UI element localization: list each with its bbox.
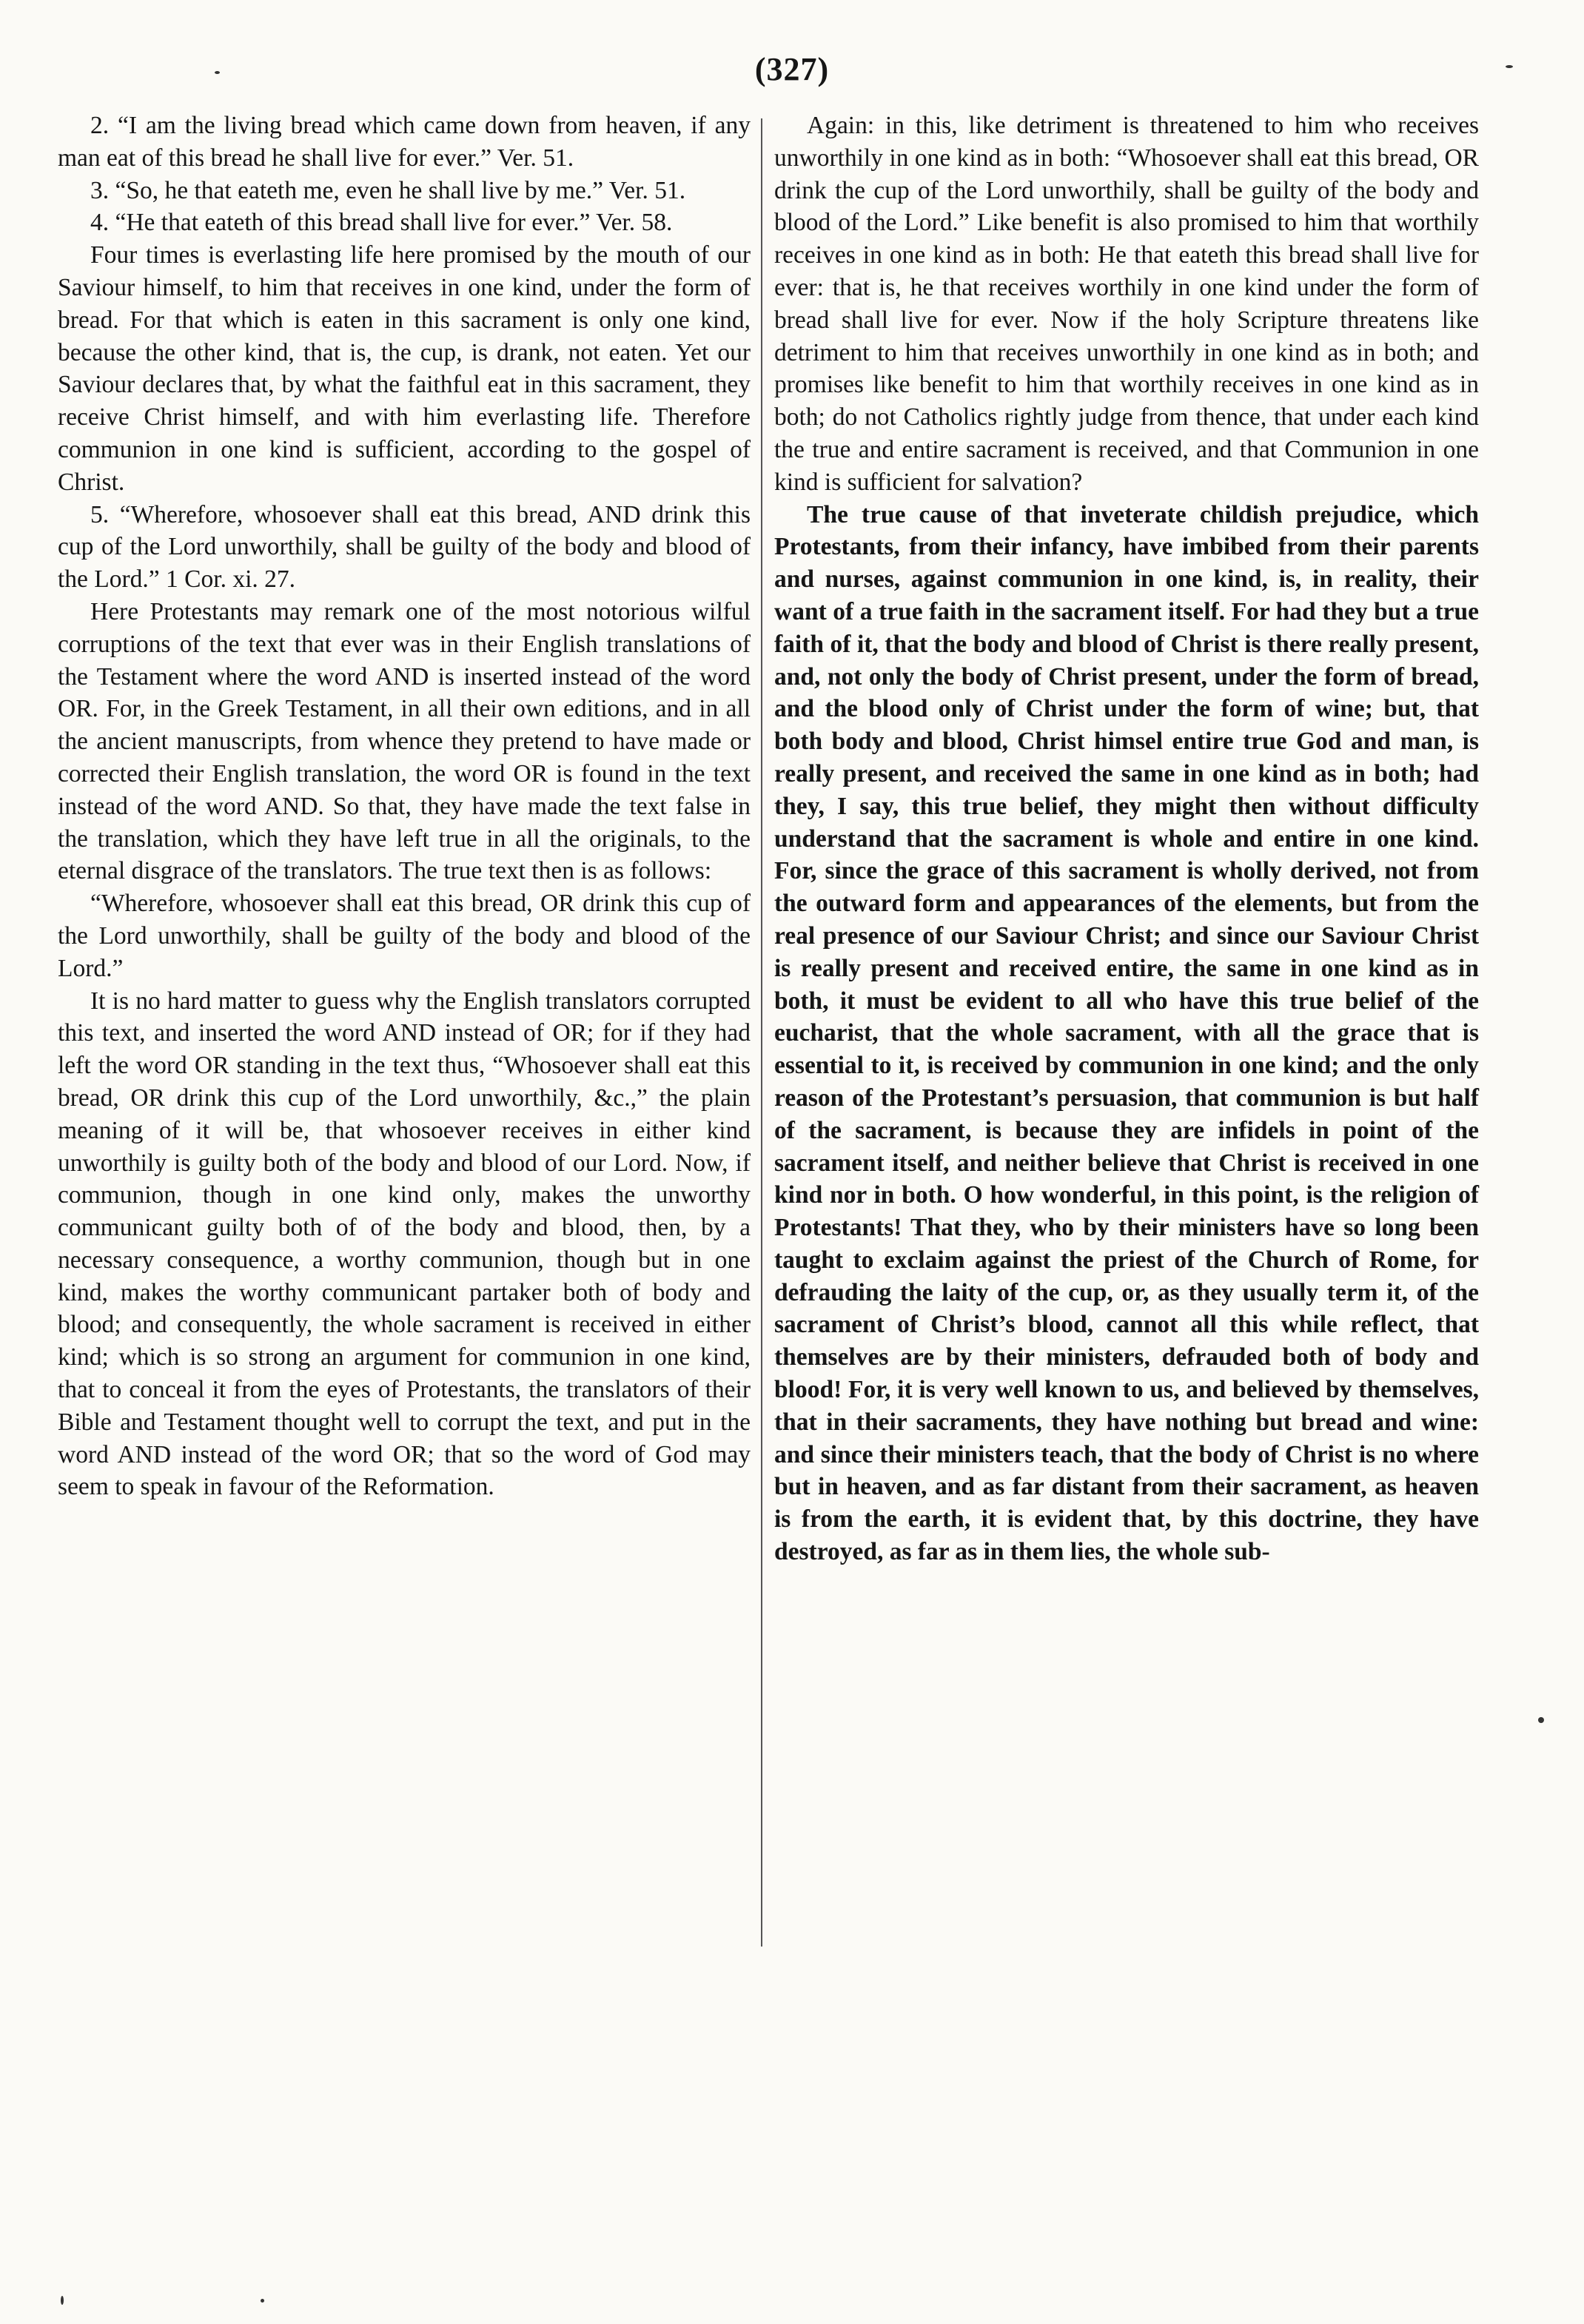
print-speck <box>1506 65 1513 68</box>
paragraph: Again: in this, like detriment is threatened to him who receives unworthily in one kind as in both: “Whosoever shall eat this bread, OR drink the cup of the Lord unworthily, shall be guilty of the body and blood of the Lord.” Like benefit is also promised to him that worthily receives in one kind as in both: He that eateth this bread shall live for ever: that is, he that receives worthily in one kind under the form of bread shall live for ever. Now if the holy Scripture threatens like detriment to him that receives unworthily in one kind as in both; and promises like benefit to him that worthily receives in one kind as in both; do not Catholics rightly judge from thence, that under each kind the true and entire sacrament is received, and that Communion in one kind is sufficient for salvation? <box>774 112 1479 496</box>
column-divider <box>761 118 762 1947</box>
paragraph: 4. “He that eateth of this bread shall live for ever.” Ver. 58. <box>90 209 673 237</box>
print-speck <box>1538 1717 1544 1723</box>
paragraph: Here Protestants may remark one of the most notorious wilful corruptions of the text that ever was in their English translations of the Testament where the word AND is inserted instead of the word OR. For, in the Greek Testament, in all their own editions, and in all the ancient manuscripts, from whence they pretend to have made or corrected their English translation, the word OR is found in the text instead of the word AND. So that, they have made the text false in the translation, which they have left true in all the originals, to the eternal disgrace of the translators. The true text then is as follows: <box>58 597 751 885</box>
page-number: (327) <box>754 51 830 87</box>
right-column <box>774 110 1479 1939</box>
quoted-text: “Wherefore, whosoever shall eat this bread, OR drink this cup of the Lord unworthily, shall be guilty of the body and blood of the Lord.” <box>58 890 751 982</box>
print-speck <box>215 71 220 74</box>
left-column <box>58 110 751 1939</box>
paragraph: Four times is everlasting life here promised by the mouth of our Saviour himself, to him that receives in one kind, under the form of bread. For that which is eaten in this sacrament is only one kind, because the other kind, that is, the cup, is drank, not eaten. Yet our Saviour declares that, by what the faithful eat in this sacrament, they receive Christ himself, and with him everlasting life. Therefore communion in one kind is sufficient, according to the gospel of Christ. <box>58 241 751 496</box>
paragraph: 5. “Wherefore, whosoever shall eat this bread, AND drink this cup of the Lord unworthily, shall be guilty of the body and blood of the Lord.” 1 Cor. xi. 27. <box>58 500 751 594</box>
paragraph: 3. “So, he that eateth me, even he shall live by me.” Ver. 51. <box>90 176 686 204</box>
paragraph: 2. “I am the living bread which came down from heaven, if any man eat of this bread he shall live for ever.” Ver. 51. <box>58 112 751 172</box>
print-speck <box>261 2299 264 2303</box>
print-speck <box>61 2296 64 2305</box>
paragraph: It is no hard matter to guess why the English translators corrupted this text, and inserted the word AND instead of OR; for if they had left the word OR standing in the text thus, “Whosoever shall eat this bread, OR drink this cup of the Lord unworthily, &c.,” the plain meaning of it will be, that whosoever receives in either kind unworthily is guilty both of the body and blood of our Lord. Now, if communion, though in one kind only, makes the unworthy communicant guilty both of of the body and blood, then, by a necessary consequence, a worthy communion, though but in one kind, makes the worthy communicant partaker both of body and blood; and consequently, the whole sacrament is received in either kind; which is so strong an argument for communion in one kind, that to conceal it from the eyes of Protestants, the translators of their Bible and Testament thought well to corrupt the text, and put in the word AND instead of the word OR; that so the word of God may seem to speak in favour of the Reformation. <box>58 987 751 1501</box>
paragraph: The true cause of that inveterate childish prejudice, which Protestants, from their infancy, have imbibed from their parents and nurses, against communion in one kind, is, in reality, their want of a true faith in the sacrament itself. For had they but a true faith of it, that the body and blood of Christ is there really present, and, not only the body of Christ present, under the form of bread, and the blood only of Christ under the form of wine; but, that both body and blood, Christ himsel entire true God and man, is really present, and received the same in one kind as in both; had they, I say, this true belief, they might then without difficulty understand that the sacrament is whole and entire in one kind. For, since the grace of this sacrament is wholly derived, not from the outward form and appearances of the elements, but from the real presence of our Saviour Christ; and since our Saviour Christ is really present and received entire, the same in one kind as in both, it must be evident to all who have this true belief of the eucharist, that the whole sacrament, with all the grace that is essential to it, is received by communion in one kind; and the only reason of the Protestant’s persuasion, that communion is but half of the sacrament, is because they are infidels in point of the sacrament itself, and neither believe that Christ is received in one kind nor in both. O how wonderful, in this point, is the religion of Protestants! That they, who by their ministers have so long been taught to exclaim against the priest of the Church of Rome, for defrauding the laity of the cup, or, as they usually term it, of the sacrament of Christ’s blood, cannot all this while reflect, that themselves are by their ministers, defrauded both of body and blood! For, it is very well known to us, and believed by themselves, that in their sacraments, they have nothing but bread and wine: and since their ministers teach, that the body of Christ is no where but in heaven, and as far distant from their sacrament, as heaven is from the earth, it is evident that, by this doctrine, they have destroyed, as far as in them lies, the whole sub- <box>774 500 1479 1566</box>
